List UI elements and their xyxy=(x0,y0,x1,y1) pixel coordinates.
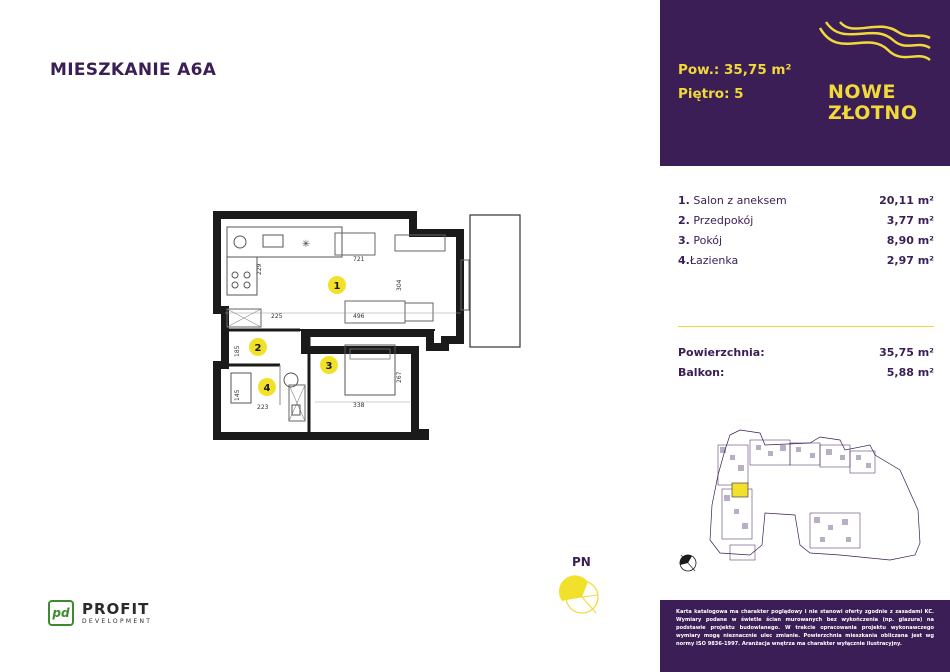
oven-icon xyxy=(263,235,283,247)
developer-logo xyxy=(48,600,152,626)
total-area-row xyxy=(678,346,934,359)
room-number: 2. xyxy=(678,214,690,227)
kitchen-counter xyxy=(227,227,342,257)
balcony-outline xyxy=(470,215,520,347)
room-area: 3,77 m² xyxy=(886,214,934,227)
balcony-area-row xyxy=(678,366,934,379)
outer-walls xyxy=(217,215,460,436)
brand-waves-icon xyxy=(818,20,933,75)
developer-subtitle: DEVELOPMENT xyxy=(82,617,153,625)
room-name: Salon z aneksem xyxy=(693,194,787,207)
dim-label: 225 xyxy=(271,313,283,320)
room-name: Przedpokój xyxy=(693,214,754,227)
dim-label: 267 xyxy=(396,371,403,383)
dim-label: 304 xyxy=(396,279,403,291)
disclaimer-text: Karta katalogowa ma charakter poglądowy i nie stanowi oferty zgodnie z zasadami KC. Wymiary podane w świetle ścian murowanych bez wykończenia (np. glazura) na podstawie projektu budowlanego. W trakcie opracowania projektu wykonawczego wymiary mogą nieznacznie ulec zmianie. Powierzchnia mieszkania obliczana jest wg normy ISO 9836-1997. Aranżacja wnętrza ma charakter wyłącznie ilustracyjny. xyxy=(676,609,934,647)
room-marker-3-label: 3 xyxy=(325,361,333,372)
room-area: 2,97 m² xyxy=(886,254,934,267)
room-marker-4-label: 4 xyxy=(263,383,271,394)
dim-label: 338 xyxy=(353,402,365,409)
svg-text:✳: ✳ xyxy=(301,239,311,250)
room-name: Łazienka xyxy=(689,254,739,267)
floor-summary: Piętro: 5 xyxy=(678,86,744,102)
sink-icon xyxy=(234,236,246,248)
disclaimer-box xyxy=(660,600,950,672)
total-area-value: 35,75 m² xyxy=(879,346,934,359)
brand-line-1: NOWE xyxy=(828,81,896,103)
balcony-area-label: Balkon: xyxy=(678,366,725,379)
floor-plan xyxy=(205,205,525,445)
compass-icon xyxy=(548,555,608,615)
info-panel xyxy=(660,0,950,672)
room-number: 3. xyxy=(678,234,690,247)
room-row xyxy=(678,234,934,247)
dim-label: 223 xyxy=(257,404,269,411)
dining-table xyxy=(335,233,375,255)
dim-label: 229 xyxy=(256,263,263,275)
dim-label: 721 xyxy=(353,256,365,263)
room-area: 20,11 m² xyxy=(879,194,934,207)
dim-label: 185 xyxy=(234,345,241,357)
armchair xyxy=(405,303,433,321)
dim-label: 496 xyxy=(353,313,365,320)
developer-logo-icon: pd xyxy=(48,600,74,626)
balcony-area-value: 5,88 m² xyxy=(886,366,934,379)
room-name: Pokój xyxy=(693,234,723,247)
room-area: 8,90 m² xyxy=(886,234,934,247)
info-panel-header xyxy=(660,0,950,166)
developer-name: PROFIT xyxy=(82,599,150,618)
room-marker-1-label: 1 xyxy=(333,281,341,292)
room-row xyxy=(678,254,934,267)
brand-logo xyxy=(828,82,917,125)
area-summary: Pow.: 35,75 m² xyxy=(678,62,792,78)
divider xyxy=(678,326,934,327)
room-number: 1. xyxy=(678,194,690,207)
keyplan-compass-icon xyxy=(680,555,696,571)
brand-line-2: ZŁOTNO xyxy=(828,102,918,125)
room-number: 4. xyxy=(678,254,690,267)
room-row xyxy=(678,214,934,227)
room-marker-2-label: 2 xyxy=(254,343,262,354)
compass-label: PN xyxy=(572,555,591,569)
dim-label: 145 xyxy=(234,389,241,401)
room-row xyxy=(678,194,934,207)
apartment-title: MIESZKANIE A6A xyxy=(50,60,217,80)
total-area-label: Powierzchnia: xyxy=(678,346,765,359)
apartment-highlight xyxy=(732,483,748,497)
tv-cabinet xyxy=(395,235,445,251)
building-key-plan xyxy=(670,425,940,585)
kitchen-counter-side xyxy=(227,257,257,295)
